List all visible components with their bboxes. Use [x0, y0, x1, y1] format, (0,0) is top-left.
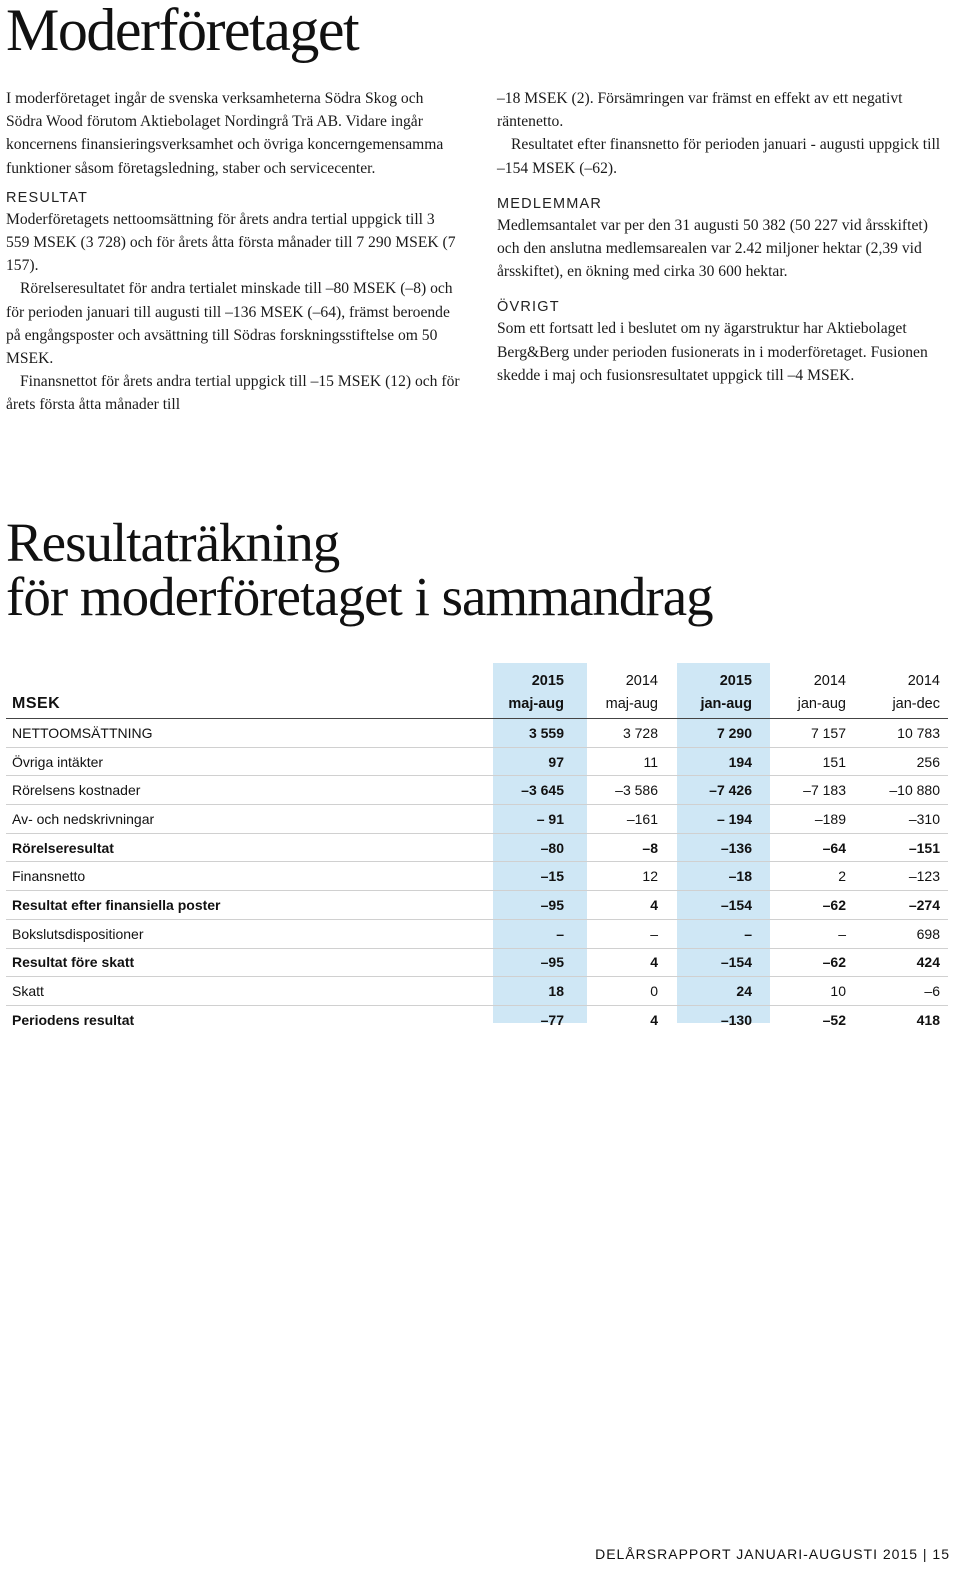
section-title-line-1: Resultaträkning — [6, 512, 340, 573]
header-period: maj-aug — [572, 689, 666, 719]
row-value: –52 — [822, 1011, 846, 1028]
row-label: Resultat efter finansiella poster — [6, 891, 478, 920]
row-value: –136 — [666, 833, 760, 862]
row-value: 256 — [854, 747, 948, 776]
header-period: maj-aug — [478, 689, 572, 719]
continued-paragraph-2: Resultatet efter finansnetto för perioden januari - augusti uppgick till –154 MSEK (–62). — [497, 136, 941, 177]
row-value: 194 — [666, 747, 760, 776]
row-value: –130 — [720, 1011, 752, 1028]
row-value: –7 426 — [666, 776, 760, 805]
table-row — [6, 805, 948, 834]
row-value: –95 — [478, 891, 572, 920]
row-value: –3 645 — [478, 776, 572, 805]
row-value: 424 — [854, 948, 948, 977]
resultat-heading: RESULTAT — [6, 189, 89, 206]
row-label: Av- och nedskrivningar — [6, 805, 478, 834]
resultat-paragraph-2: Rörelseresultatet för andra tertialet minskade till –80 MSEK (–8) och för perioden januari till augusti till –136 MSEK (–64), främst beroende på engångsposter och avsättning till Södras forskningsstiftelse om 50 MSEK. — [6, 280, 453, 368]
row-value: – — [572, 919, 666, 948]
table-row — [6, 833, 948, 862]
row-value: 24 — [666, 977, 760, 1006]
row-value: –62 — [760, 948, 854, 977]
row-value: 18 — [478, 977, 572, 1006]
section-title — [6, 512, 946, 627]
header-period: jan-dec — [854, 689, 948, 719]
row-value: –3 586 — [572, 776, 666, 805]
header-year: 2015 — [531, 673, 564, 689]
row-label: Finansnetto — [6, 862, 478, 891]
row-value: 11 — [572, 747, 666, 776]
row-value: –80 — [478, 833, 572, 862]
row-value: 10 — [760, 977, 854, 1006]
row-value: –154 — [666, 891, 760, 920]
row-value: 418 — [916, 1011, 940, 1028]
row-value: –310 — [854, 805, 948, 834]
header-period: jan-aug — [666, 689, 760, 719]
row-value: 0 — [572, 977, 666, 1006]
row-value: –15 — [478, 862, 572, 891]
row-value: – — [478, 919, 572, 948]
row-value: 7 157 — [760, 719, 854, 748]
row-value: 4 — [650, 1011, 658, 1028]
row-value: – 194 — [666, 805, 760, 834]
row-value: 4 — [572, 948, 666, 977]
row-value: 10 783 — [854, 719, 948, 748]
row-value: –8 — [572, 833, 666, 862]
row-value: 698 — [854, 919, 948, 948]
row-label: Övriga intäkter — [6, 747, 478, 776]
row-value: 4 — [572, 891, 666, 920]
header-year: 2014 — [907, 673, 940, 689]
right-text-column — [497, 87, 947, 387]
header-year: 2014 — [813, 673, 846, 689]
table-row — [6, 862, 948, 891]
row-value: –123 — [854, 862, 948, 891]
left-text-column — [6, 87, 461, 417]
row-value: –189 — [760, 805, 854, 834]
row-value: –154 — [666, 948, 760, 977]
table-row — [6, 891, 948, 920]
row-label: Bokslutsdispositioner — [6, 919, 478, 948]
row-value: –7 183 — [760, 776, 854, 805]
table-row — [6, 719, 948, 748]
ovrigt-paragraph: Som ett fortsatt led i beslutet om ny ägarstruktur har Aktiebolaget Berg&Berg under perioden fusionerats in i moderföretaget. Fusionen skedde i maj och fusionsresultatet uppgick till –4 MSEK. — [497, 320, 928, 384]
table-row — [6, 948, 948, 977]
table-row — [6, 1005, 948, 1033]
header-period: jan-aug — [760, 689, 854, 719]
row-label: NETTOOMSÄTTNING — [6, 719, 478, 748]
row-value: –6 — [854, 977, 948, 1006]
row-value: –95 — [478, 948, 572, 977]
table-header-years — [6, 663, 948, 689]
row-value: 2 — [760, 862, 854, 891]
row-value: –77 — [540, 1011, 564, 1028]
row-value: –64 — [760, 833, 854, 862]
intro-paragraph: I moderföretaget ingår de svenska verksamheterna Södra Skog och Södra Wood förutom Aktiebolaget Nordingrå Trä AB. Vidare ingår koncernens finansieringsverksamhet och övriga koncerngemensamma funktioner såsom företagsledning, staber och servicecenter. — [6, 90, 444, 177]
row-value: –274 — [854, 891, 948, 920]
row-value: –161 — [572, 805, 666, 834]
ovrigt-heading: ÖVRIGT — [497, 299, 560, 316]
table-row — [6, 977, 948, 1006]
row-label: Rörelseresultat — [6, 833, 478, 862]
row-value: 7 290 — [666, 719, 760, 748]
header-year: 2014 — [625, 673, 658, 689]
row-value: 3 728 — [572, 719, 666, 748]
row-value: 151 — [760, 747, 854, 776]
row-label: Periodens resultat — [12, 1011, 135, 1028]
section-title-line-2: för moderföretaget i sammandrag — [6, 566, 713, 627]
row-value: –18 — [666, 862, 760, 891]
medlemmar-heading: MEDLEMMAR — [497, 195, 603, 212]
table-row — [6, 747, 948, 776]
row-value: –151 — [854, 833, 948, 862]
table-header-periods — [6, 689, 948, 719]
row-label: Rörelsens kostnader — [6, 776, 478, 805]
row-label: Resultat före skatt — [6, 948, 478, 977]
row-value: –10 880 — [854, 776, 948, 805]
page-footer: DELÅRSRAPPORT JANUARI-AUGUSTI 2015 | 15 — [595, 1546, 950, 1562]
continued-paragraph-1: –18 MSEK (2). Försämringen var främst en effekt av ett negativt räntenetto. — [497, 90, 903, 131]
medlemmar-paragraph: Medlemsantalet var per den 31 augusti 50 382 (50 227 vid årsskiftet) och den anslutna medlemsarealen var 2.42 miljoner hektar (2,39 vid årsskiftet), en ökning med cirka 30 600 hektar. — [497, 216, 928, 281]
table-row — [6, 776, 948, 805]
header-empty-cell — [6, 663, 478, 689]
header-year: 2015 — [719, 673, 752, 689]
resultat-paragraph-1: Moderföretagets nettoomsättning för årets andra tertial uppgick till 3 559 MSEK (3 728) och för årets åtta första månader till 7 290 MSEK (7 157). — [6, 210, 456, 275]
row-value: 97 — [478, 747, 572, 776]
page-title: Moderföretaget — [6, 0, 359, 63]
resultat-paragraph-3: Finansnettot för årets andra tertial uppgick till –15 MSEK (12) och för årets första åtta månader till — [6, 373, 460, 414]
unit-label: MSEK — [6, 689, 478, 719]
row-value: – 91 — [478, 805, 572, 834]
row-value: 12 — [572, 862, 666, 891]
row-value: – — [760, 919, 854, 948]
row-label: Skatt — [6, 977, 478, 1006]
row-value: –62 — [760, 891, 854, 920]
row-value: 3 559 — [478, 719, 572, 748]
row-value: – — [666, 919, 760, 948]
table-row — [6, 919, 948, 948]
income-statement-table — [6, 663, 948, 1034]
